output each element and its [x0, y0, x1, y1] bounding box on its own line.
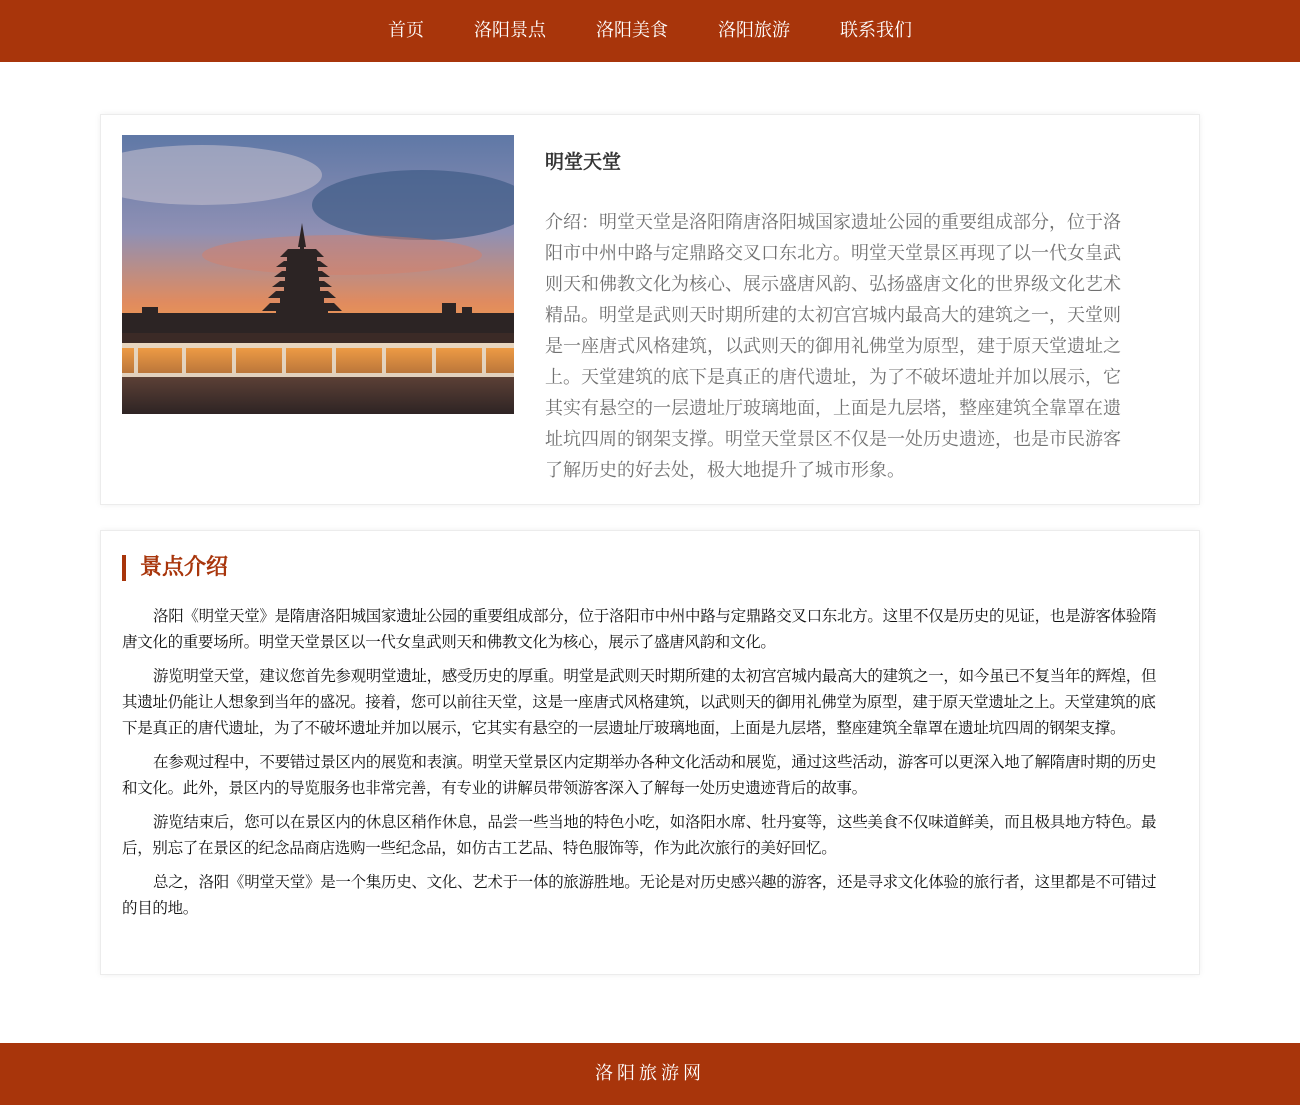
- top-navigation: [0, 0, 1300, 62]
- pagoda-photo-illustration: [122, 135, 514, 414]
- attraction-introduction-card: [100, 530, 1200, 975]
- site-footer: 洛阳旅游网: [0, 1043, 1300, 1105]
- intro-paragraph: 游览明堂天堂，建议您首先参观明堂遗址，感受历史的厚重。明堂是武则天时期所建的太初宫宫城内最高大的建筑之一，如今虽已不复当年的辉煌，但其遗址仍能让人想象到当年的盛况。接着，您可以前往天堂，这是一座唐式风格建筑，以武则天的御用礼佛堂为原型，建于原天堂遗址之上。天堂建筑的底下是真正的唐代遗址，为了不破坏遗址并加以展示，它其实有悬空的一层遗址厅玻璃地面，上面是九层塔，整座建筑全靠罩在遗址坑四周的钢架支撑。: [122, 667, 1157, 737]
- pagoda-sunset-photo: [122, 135, 514, 414]
- attraction-description: 介绍：明堂天堂是洛阳隋唐洛阳城国家遗址公园的重要组成部分，位于洛阳市中州中路与定鼎路交叉口东北方。明堂天堂景区再现了以一代女皇武则天和佛教文化为核心、展示盛唐风韵、弘扬盛唐文化的世界级文化艺术精品。明堂是武则天时期所建的太初宫宫城内最高大的建筑之一，天堂则是一座唐式风格建筑，以武则天的御用礼佛堂为原型，建于原天堂遗址之上。天堂建筑的底下是真正的唐代遗址，为了不破坏遗址并加以展示，它其实有悬空的一层遗址厅玻璃地面，上面是九层塔，整座建筑全靠罩在遗址坑四周的钢架支撑。明堂天堂景区不仅是一处历史遗迹，也是市民游客了解历史的好去处，极大地提升了城市形象。: [545, 212, 1121, 481]
- nav-item-attractions[interactable]: 洛阳景点: [474, 20, 546, 41]
- attraction-summary-card: [100, 114, 1200, 505]
- section-title: 景点介绍: [122, 555, 228, 581]
- nav-item-home[interactable]: 首页: [388, 20, 424, 41]
- intro-paragraph: 洛阳《明堂天堂》是隋唐洛阳城国家遗址公园的重要组成部分，位于洛阳市中州中路与定鼎路交叉口东北方。这里不仅是历史的见证，也是游客体验隋唐文化的重要场所。明堂天堂景区以一代女皇武则天和佛教文化为核心，展示了盛唐风韵和文化。: [122, 607, 1157, 651]
- nav-list: [0, 0, 1300, 62]
- nav-item-food[interactable]: 洛阳美食: [596, 20, 668, 41]
- introduction-body: [122, 603, 1168, 929]
- intro-paragraph: 在参观过程中，不要错过景区内的展览和表演。明堂天堂景区内定期举办各种文化活动和展览，通过这些活动，游客可以更深入地了解隋唐时期的历史和文化。此外，景区内的导览服务也非常完善，有专业的讲解员带领游客深入了解每一处历史遗迹背后的故事。: [122, 753, 1157, 797]
- attraction-title: 明堂天堂: [545, 151, 622, 173]
- intro-paragraph: 游览结束后，您可以在景区内的休息区稍作休息，品尝一些当地的特色小吃，如洛阳水席、牡丹宴等，这些美食不仅味道鲜美，而且极具地方特色。最后，别忘了在景区的纪念品商店选购一些纪念品，如仿古工艺品、特色服饰等，作为此次旅行的美好回忆。: [122, 813, 1157, 857]
- nav-item-travel[interactable]: 洛阳旅游: [718, 20, 790, 41]
- nav-item-contact[interactable]: 联系我们: [840, 20, 912, 41]
- intro-paragraph: 总之，洛阳《明堂天堂》是一个集历史、文化、艺术于一体的旅游胜地。无论是对历史感兴趣的游客，还是寻求文化体验的旅行者，这里都是不可错过的目的地。: [122, 873, 1157, 917]
